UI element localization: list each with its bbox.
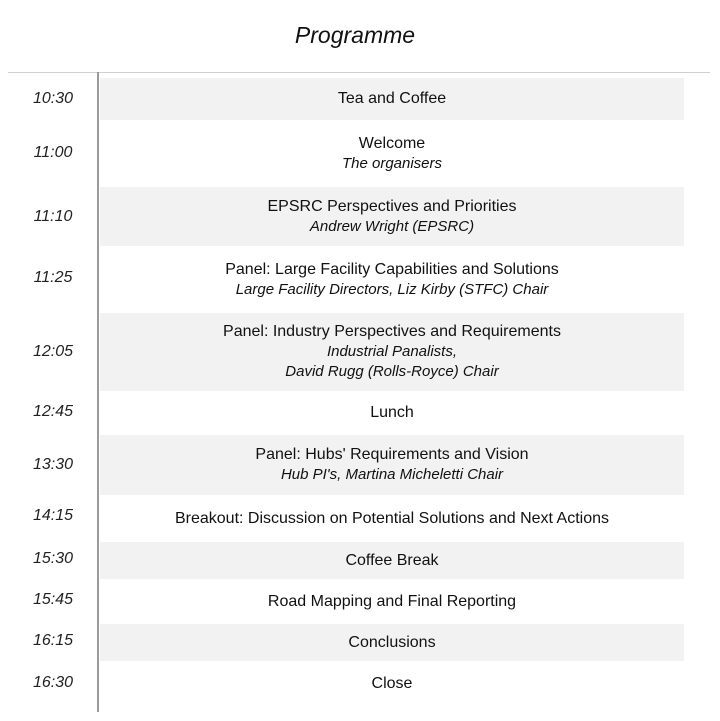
row-time: 11:25 bbox=[33, 269, 73, 286]
session-title: Panel: Large Facility Capabilities and Solutions bbox=[225, 260, 559, 278]
row-content bbox=[100, 124, 684, 184]
row-time: 12:45 bbox=[32, 403, 74, 420]
session-title: Road Mapping and Final Reporting bbox=[267, 593, 517, 610]
row-content bbox=[100, 624, 684, 661]
session-title: Welcome bbox=[358, 135, 426, 152]
programme-row bbox=[0, 187, 720, 246]
session-title: Panel: Hubs' Requirements and Vision bbox=[255, 446, 529, 463]
row-time: 14:15 bbox=[32, 507, 74, 524]
programme-row bbox=[0, 78, 720, 120]
row-content bbox=[100, 542, 684, 579]
row-content bbox=[100, 435, 684, 495]
row-content bbox=[100, 78, 684, 120]
row-content bbox=[100, 583, 684, 621]
session-speaker: Andrew Wright (EPSRC) bbox=[309, 217, 475, 235]
programme-row bbox=[0, 665, 720, 703]
session-title: Conclusions bbox=[348, 633, 436, 651]
row-time: 15:30 bbox=[32, 550, 74, 567]
programme-row bbox=[0, 249, 720, 310]
session-speaker: David Rugg (Rolls-Royce) Chair bbox=[285, 363, 499, 380]
programme-row bbox=[0, 583, 720, 621]
row-content bbox=[100, 313, 684, 391]
row-time: 11:00 bbox=[33, 144, 73, 161]
row-content bbox=[100, 394, 684, 432]
row-time: 16:15 bbox=[32, 632, 74, 649]
page-title: Programme bbox=[294, 22, 416, 48]
row-content bbox=[100, 665, 684, 703]
session-speaker: Large Facility Directors, Liz Kirby (STFC) Chair bbox=[235, 280, 549, 298]
programme-row bbox=[0, 624, 720, 661]
session-title: EPSRC Perspectives and Priorities bbox=[267, 197, 517, 215]
row-content bbox=[100, 249, 684, 310]
row-time: 16:30 bbox=[32, 674, 74, 691]
session-speaker: Industrial Panalists, bbox=[326, 343, 458, 360]
session-title: Breakout: Discussion on Potential Solutions and Next Actions bbox=[174, 510, 610, 527]
session-speaker: The organisers bbox=[341, 155, 443, 172]
programme-row bbox=[0, 499, 720, 539]
session-title: Close bbox=[371, 675, 413, 692]
session-title: Coffee Break bbox=[345, 551, 439, 569]
session-title: Lunch bbox=[370, 404, 414, 421]
row-time: 12:05 bbox=[32, 343, 74, 360]
row-time: 10:30 bbox=[32, 90, 74, 107]
session-title: Tea and Coffee bbox=[337, 90, 447, 107]
row-time: 11:10 bbox=[33, 208, 73, 225]
programme-row bbox=[0, 124, 720, 184]
session-speaker: Hub PI's, Martina Micheletti Chair bbox=[280, 466, 504, 483]
programme-row bbox=[0, 542, 720, 579]
header-divider bbox=[8, 72, 710, 73]
session-title: Panel: Industry Perspectives and Requirements bbox=[223, 323, 561, 340]
row-content bbox=[100, 499, 684, 539]
programme-row bbox=[0, 394, 720, 432]
row-time: 15:45 bbox=[32, 591, 74, 608]
programme-row bbox=[0, 313, 720, 391]
row-time: 13:30 bbox=[32, 456, 74, 473]
programme-row bbox=[0, 435, 720, 495]
row-content bbox=[100, 187, 684, 246]
